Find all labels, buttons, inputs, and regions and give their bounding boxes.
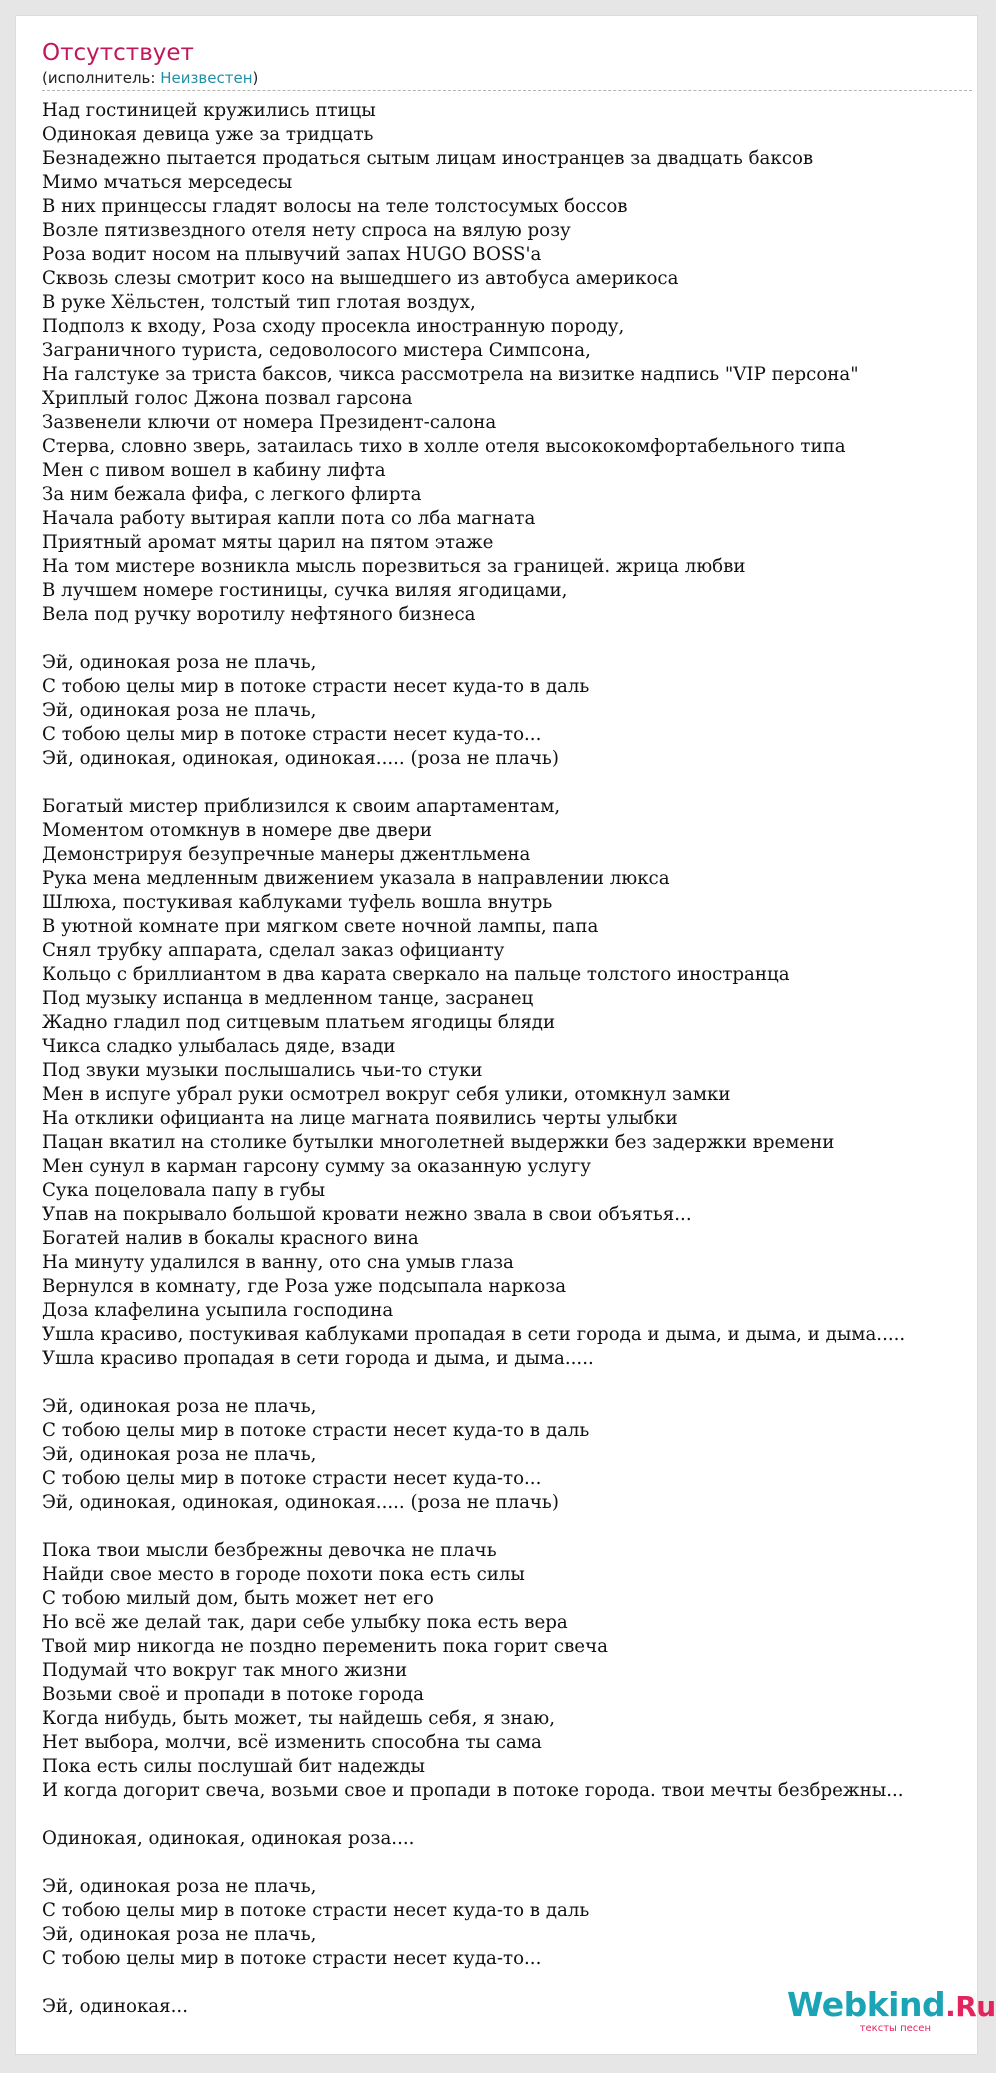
lyric-line: Ушла красиво, постукивая каблуками пропадая в сети города и дыма, и дыма, и дыма..... (42, 1324, 906, 1345)
lyric-line: Эй, одинокая, одинокая, одинокая..... (роза не плачь) (42, 1492, 559, 1513)
lyric-line: За ним бежала фифа, с легкого флирта (42, 484, 422, 505)
stanza-break (42, 1803, 974, 1827)
lyric-line: Под музыку испанца в медленном танце, засранец (42, 988, 534, 1009)
artist-link[interactable]: Неизвестен (160, 69, 253, 87)
lyric-line: С тобою целы мир в потоке страсти несет куда-то... (42, 1468, 542, 1489)
lyric-line: Доза клафелина усыпила господина (42, 1300, 394, 1321)
lyric-line: Над гостиницей кружились птицы (42, 100, 376, 121)
lyric-line: На галстуке за триста баксов, чикса рассмотрела на визитке надпись "VIP персона" (42, 364, 859, 385)
lyric-line: На том мистере возникла мысль порезвиться за границей. жрица любви (42, 556, 746, 577)
lyric-line: Эй, одинокая роза не плачь, (42, 1876, 317, 1897)
lyric-line: Эй, одинокая роза не плачь, (42, 652, 317, 673)
lyric-line: Богатый мистер приблизился к своим апартаментам, (42, 796, 561, 817)
lyric-line: И когда догорит свеча, возьми свое и пропади в потоке города. твои мечты безбрежны... (42, 1780, 904, 1801)
lyric-line: Но всё же делай так, дари себе улыбку пока есть вера (42, 1612, 568, 1633)
lyric-line: Заграничного туриста, седоволосого мистера Симпсона, (42, 340, 591, 361)
lyric-line: В лучшем номере гостиницы, сучка виляя ягодицами, (42, 580, 568, 601)
stanza-break (42, 627, 974, 651)
lyric-line: Жадно гладил под ситцевым платьем ягодицы бляди (42, 1012, 556, 1033)
lyric-line: Стерва, словно зверь, затаилась тихо в холле отеля высококомфортабельного типа (42, 436, 846, 457)
lyric-line: Сквозь слезы смотрит косо на вышедшего из автобуса америкоса (42, 268, 679, 289)
lyrics-text (42, 99, 974, 2019)
lyric-line: Возле пятизвездного отеля нету спроса на вялую розу (42, 220, 571, 241)
lyric-line: Мен сунул в карман гарсону сумму за оказанную услугу (42, 1156, 591, 1177)
lyric-line: С тобою милый дом, быть может нет его (42, 1588, 434, 1609)
lyric-line: Безнадежно пытается продаться сытым лицам иностранцев за двадцать баксов (42, 148, 814, 169)
lyric-line: В них принцессы гладят волосы на теле толстосумых боссов (42, 196, 628, 217)
lyric-line: В руке Хёльстен, толстый тип глотая воздух, (42, 292, 476, 313)
lyric-line: Кольцо с бриллиантом в два карата сверкало на пальце толстого иностранца (42, 964, 790, 985)
lyric-line: Мен с пивом вошел в кабину лифта (42, 460, 386, 481)
lyric-line: Снял трубку аппарата, сделал заказ официанту (42, 940, 505, 961)
lyric-line: Когда нибудь, быть может, ты найдешь себя, я знаю, (42, 1708, 555, 1729)
stanza-break (42, 1371, 974, 1395)
artist-prefix: (исполнитель: (42, 69, 161, 87)
lyric-line: Пока твои мысли безбрежны девочка не плачь (42, 1540, 497, 1561)
webkind-logo[interactable] (787, 1985, 996, 2034)
lyrics-card (15, 15, 996, 2055)
lyric-line: Чикса сладко улыбалась дяде, взади (42, 1036, 396, 1057)
lyric-line: Пацан вкатил на столике бутылки многолетней выдержки без задержки времени (42, 1132, 835, 1153)
logo-wordmark (787, 1985, 996, 2024)
lyric-line: Подумай что вокруг так много жизни (42, 1660, 408, 1681)
lyric-line: Мимо мчаться мерседесы (42, 172, 293, 193)
lyric-line: С тобою целы мир в потоке страсти несет куда-то в даль (42, 1900, 590, 1921)
lyric-line: Вела под ручку воротилу нефтяного бизнеса (42, 604, 476, 625)
lyric-line: Мен в испуге убрал руки осмотрел вокруг себя улики, отомкнул замки (42, 1084, 731, 1105)
lyric-line: С тобою целы мир в потоке страсти несет куда-то... (42, 1948, 542, 1969)
lyric-line: Одинокая, одинокая, одинокая роза.... (42, 1828, 415, 1849)
lyric-line: В уютной комнате при мягком свете ночной лампы, папа (42, 916, 599, 937)
lyric-line: Эй, одинокая роза не плачь, (42, 1444, 317, 1465)
dashed-divider (42, 90, 972, 91)
lyric-line: Демонстрируя безупречные манеры джентльмена (42, 844, 531, 865)
lyric-line: С тобою целы мир в потоке страсти несет куда-то в даль (42, 1420, 590, 1441)
lyric-line: Зазвенели ключи от номера Президент-салона (42, 412, 497, 433)
stanza-break (42, 771, 974, 795)
lyric-line: Упав на покрывало большой кровати нежно звала в свои объятья... (42, 1204, 692, 1225)
lyric-line: Найди свое место в городе похоти пока есть силы (42, 1564, 525, 1585)
lyric-line: Эй, одинокая роза не плачь, (42, 700, 317, 721)
logo-tld-text: .Ru (945, 1990, 996, 2023)
lyric-line: Богатей налив в бокалы красного вина (42, 1228, 419, 1249)
lyric-line: Роза водит носом на плывучий запах HUGO BOSS'а (42, 244, 542, 265)
lyric-line: Хриплый голос Джона позвал гарсона (42, 388, 413, 409)
artist-suffix: ) (252, 69, 259, 87)
lyric-line: Сука поцеловала папу в губы (42, 1180, 326, 1201)
song-title: Отсутствует (42, 40, 194, 66)
lyric-line: Рука мена медленным движением указала в направлении люкса (42, 868, 670, 889)
lyric-line: Твой мир никогда не поздно переменить пока горит свеча (42, 1636, 608, 1657)
lyric-line: На отклики официанта на лице магната появились черты улыбки (42, 1108, 678, 1129)
lyric-line: Начала работу вытирая капли пота со лба магната (42, 508, 536, 529)
logo-main-text: Webkind (787, 1985, 946, 2024)
lyric-line: На минуту удалился в ванну, ото сна умыв глаза (42, 1252, 514, 1273)
lyric-line: Возьми своё и пропади в потоке города (42, 1684, 424, 1705)
lyric-line: Пока есть силы послушай бит надежды (42, 1756, 426, 1777)
lyric-line: Ушла красиво пропадая в сети города и дыма, и дыма..... (42, 1348, 594, 1369)
lyric-line: Эй, одинокая роза не плачь, (42, 1396, 317, 1417)
logo-tagline: тексты песен (859, 2023, 931, 2034)
lyric-line: Нет выбора, молчи, всё изменить способна ты сама (42, 1732, 542, 1753)
lyric-line: Под звуки музыки послышались чьи-то стуки (42, 1060, 483, 1081)
lyric-line: Эй, одинокая роза не плачь, (42, 1924, 317, 1945)
lyric-line: Шлюха, постукивая каблуками туфель вошла внутрь (42, 892, 553, 913)
lyric-line: С тобою целы мир в потоке страсти несет куда-то... (42, 724, 542, 745)
lyric-line: Приятный аромат мяты царил на пятом этаже (42, 532, 494, 553)
lyric-line: Одинокая девица уже за тридцать (42, 124, 374, 145)
lyric-line: Вернулся в комнату, где Роза уже подсыпала наркоза (42, 1276, 567, 1297)
artist-line (42, 69, 258, 87)
lyric-line: Подполз к входу, Роза сходу просекла иностранную породу, (42, 316, 625, 337)
stanza-break (42, 1515, 974, 1539)
lyric-line: Моментом отомкнув в номере две двери (42, 820, 433, 841)
stanza-break (42, 1851, 974, 1875)
lyric-line: Эй, одинокая, одинокая, одинокая..... (роза не плачь) (42, 748, 559, 769)
lyric-line: С тобою целы мир в потоке страсти несет куда-то в даль (42, 676, 590, 697)
lyric-line: Эй, одинокая... (42, 1996, 188, 2017)
